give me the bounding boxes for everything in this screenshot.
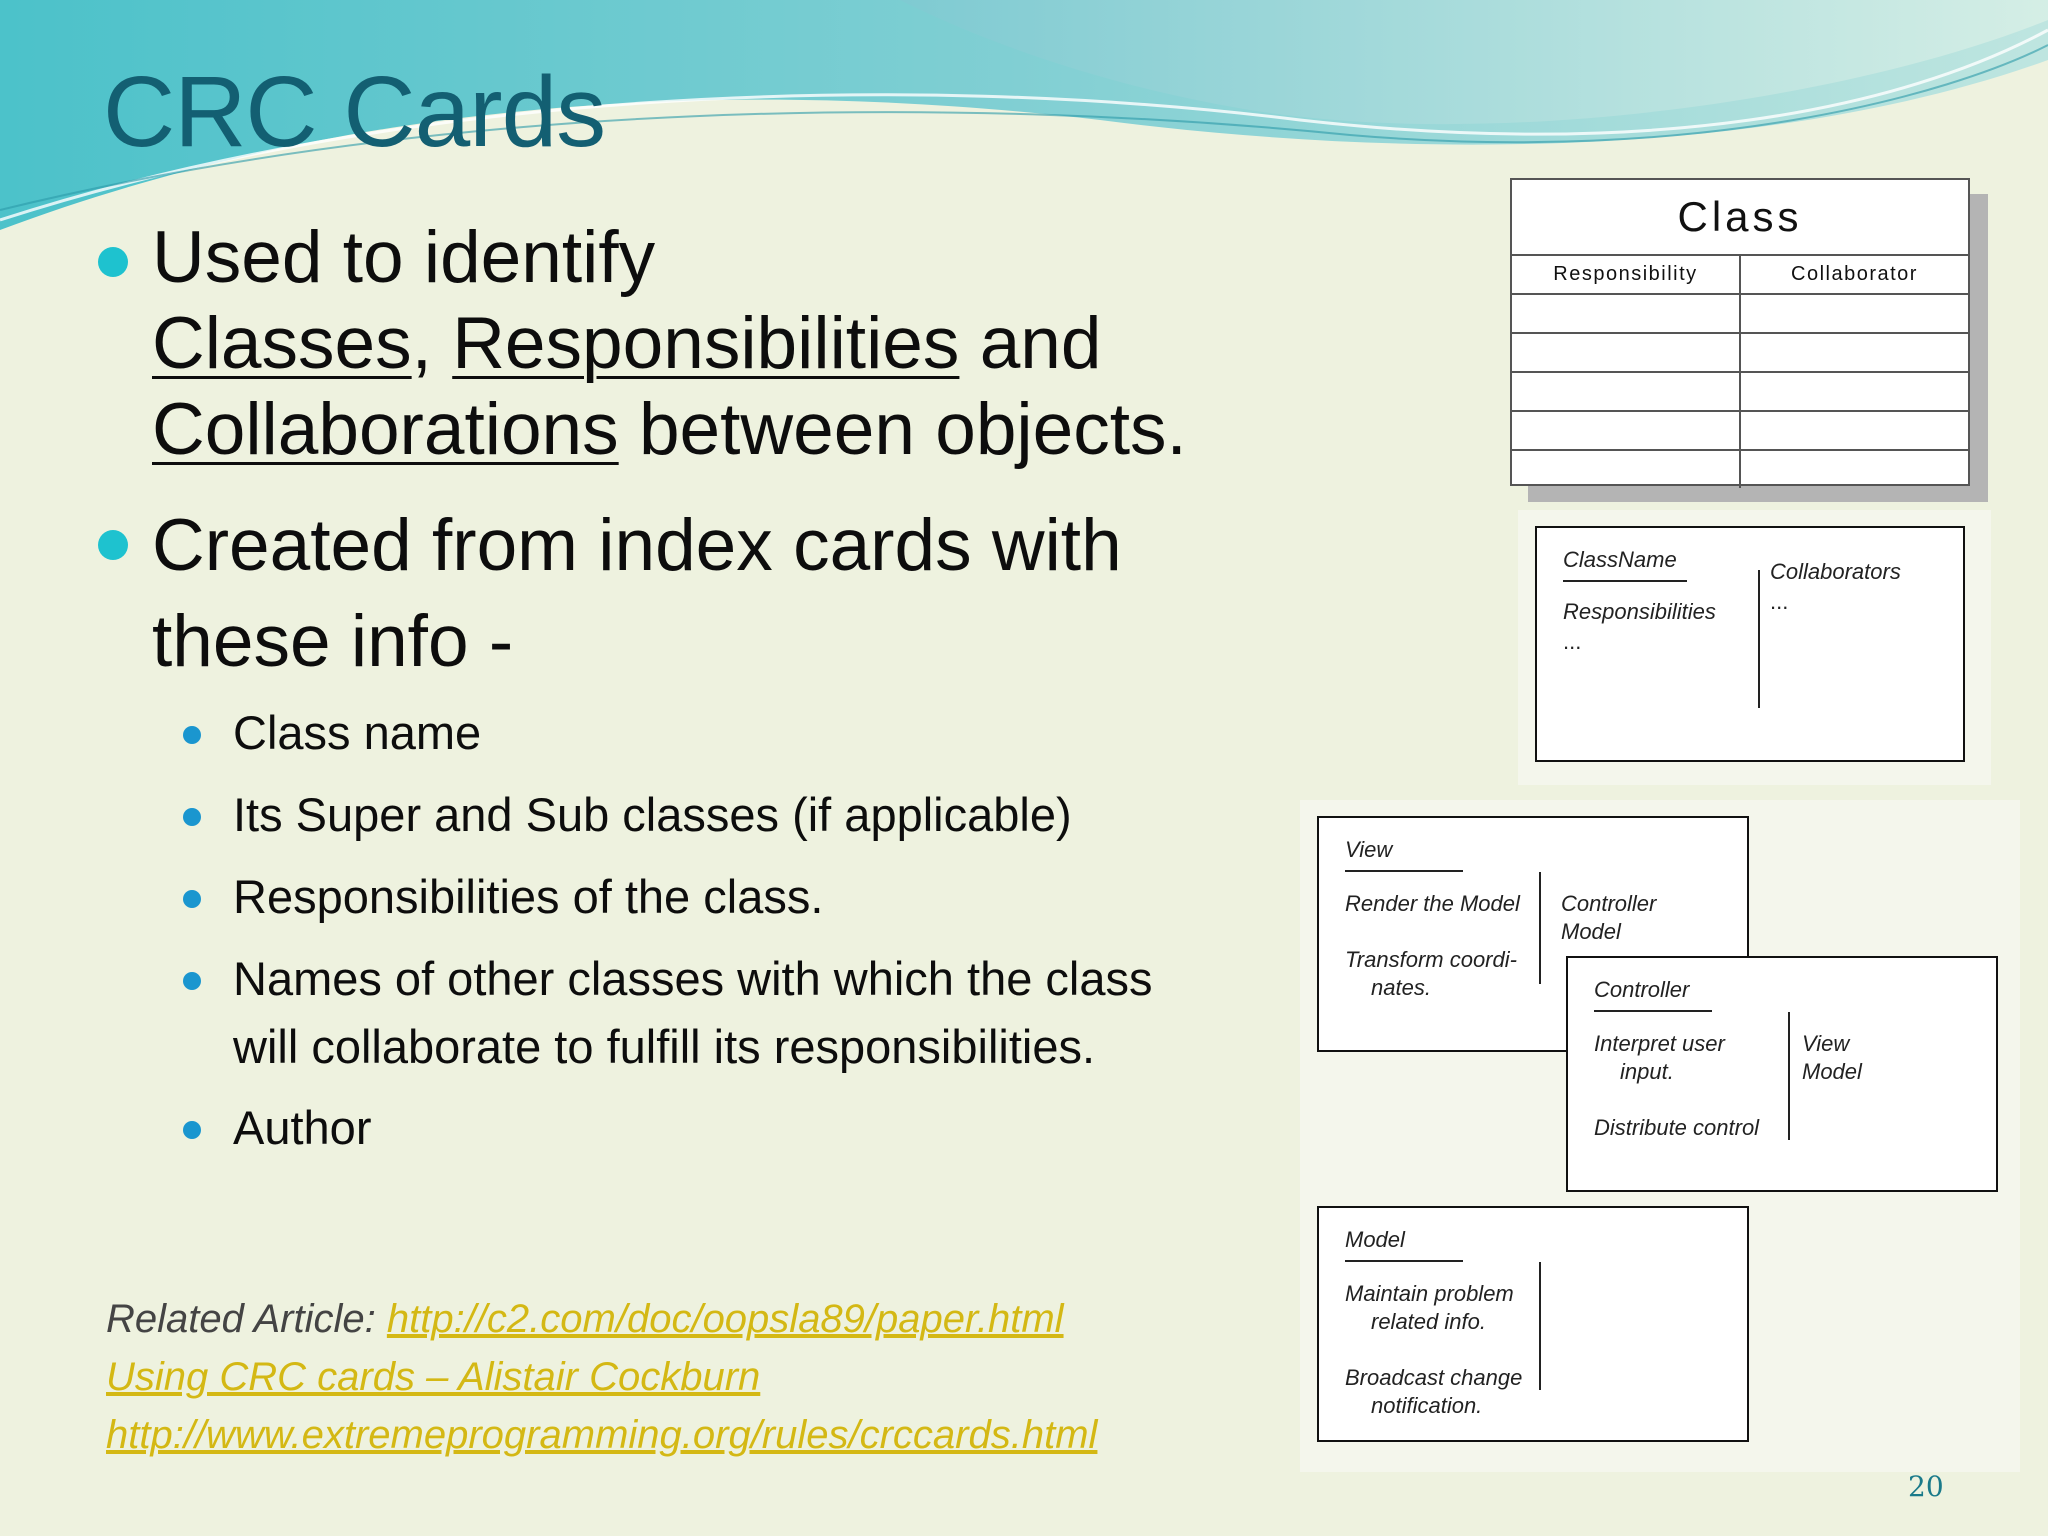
- card-collaborators: Collaborators: [1770, 559, 1901, 584]
- sub-bullet-collaborators: Names of other classes with which the class will collaborate to fulfill its responsibilities.: [233, 945, 1152, 1081]
- term-collaborations: Collaborations: [152, 389, 619, 470]
- crc-card-examples-panel: [1300, 800, 2020, 1472]
- crc-card-generic-panel: [1518, 510, 1991, 785]
- crc-card-controller: Controller Interpret user input. Distribute control View Model: [1566, 956, 1998, 1192]
- bullet-dot: [183, 808, 201, 826]
- bullet-dot: [183, 972, 201, 990]
- bullet-dot: [183, 726, 201, 744]
- card-responsibility-header: Responsibility: [1512, 256, 1741, 293]
- link-oopsla89[interactable]: http://c2.com/doc/oopsla89/paper.html: [386, 1297, 1064, 1341]
- bullet-text: these info -: [152, 601, 514, 682]
- crc-card-view: View Render the Model Transform coordi- nates. Controller Model: [1317, 816, 1749, 1052]
- bullet-text: Created from index cards with: [152, 505, 1122, 586]
- sub-bullet-super-sub: Its Super and Sub classes (if applicable): [233, 781, 1072, 849]
- bullet-text: Used to identify: [152, 217, 656, 298]
- related-articles: [106, 1290, 1097, 1464]
- crc-card-template: [1510, 178, 1970, 486]
- card-class-name: ClassName: [1563, 547, 1677, 572]
- sub-bullet-author: Author: [233, 1094, 371, 1162]
- bullet-dot: [98, 530, 128, 560]
- bullet-dot: [183, 1121, 201, 1139]
- card-class-name: Controller: [1594, 977, 1690, 1002]
- bullet-dot: [98, 247, 128, 277]
- slide-title: CRC Cards: [103, 56, 606, 168]
- card-class-name: Model: [1345, 1227, 1405, 1252]
- link-extremeprogramming[interactable]: http://www.extremeprogramming.org/rules/crccards.html: [106, 1413, 1098, 1457]
- sub-bullet-responsibilities: Responsibilities of the class.: [233, 863, 823, 931]
- crc-card-generic: ClassName Responsibilities ... Collaborators ...: [1535, 526, 1965, 762]
- related-label: Related Article:: [106, 1297, 387, 1341]
- term-responsibilities: Responsibilities: [452, 303, 960, 384]
- bullet-dot: [183, 890, 201, 908]
- bullet-identify: Used to identify Classes, Responsibilities and Collaborations between objects.: [152, 215, 1187, 473]
- card-collaborator-header: Collaborator: [1791, 263, 1918, 285]
- bullet-index-cards: [152, 498, 1122, 690]
- card-responsibilities: Responsibilities: [1563, 599, 1716, 624]
- link-cockburn[interactable]: Using CRC cards – Alistair Cockburn: [106, 1355, 761, 1399]
- term-classes: Classes: [152, 303, 412, 384]
- sub-bullet-class-name: Class name: [233, 699, 481, 767]
- card-class-header: Class: [1512, 180, 1968, 256]
- card-class-name: View: [1345, 837, 1393, 862]
- page-number: 20: [1908, 1470, 1944, 1503]
- crc-card-model: Model Maintain problem related info. Broadcast change notification.: [1317, 1206, 1749, 1442]
